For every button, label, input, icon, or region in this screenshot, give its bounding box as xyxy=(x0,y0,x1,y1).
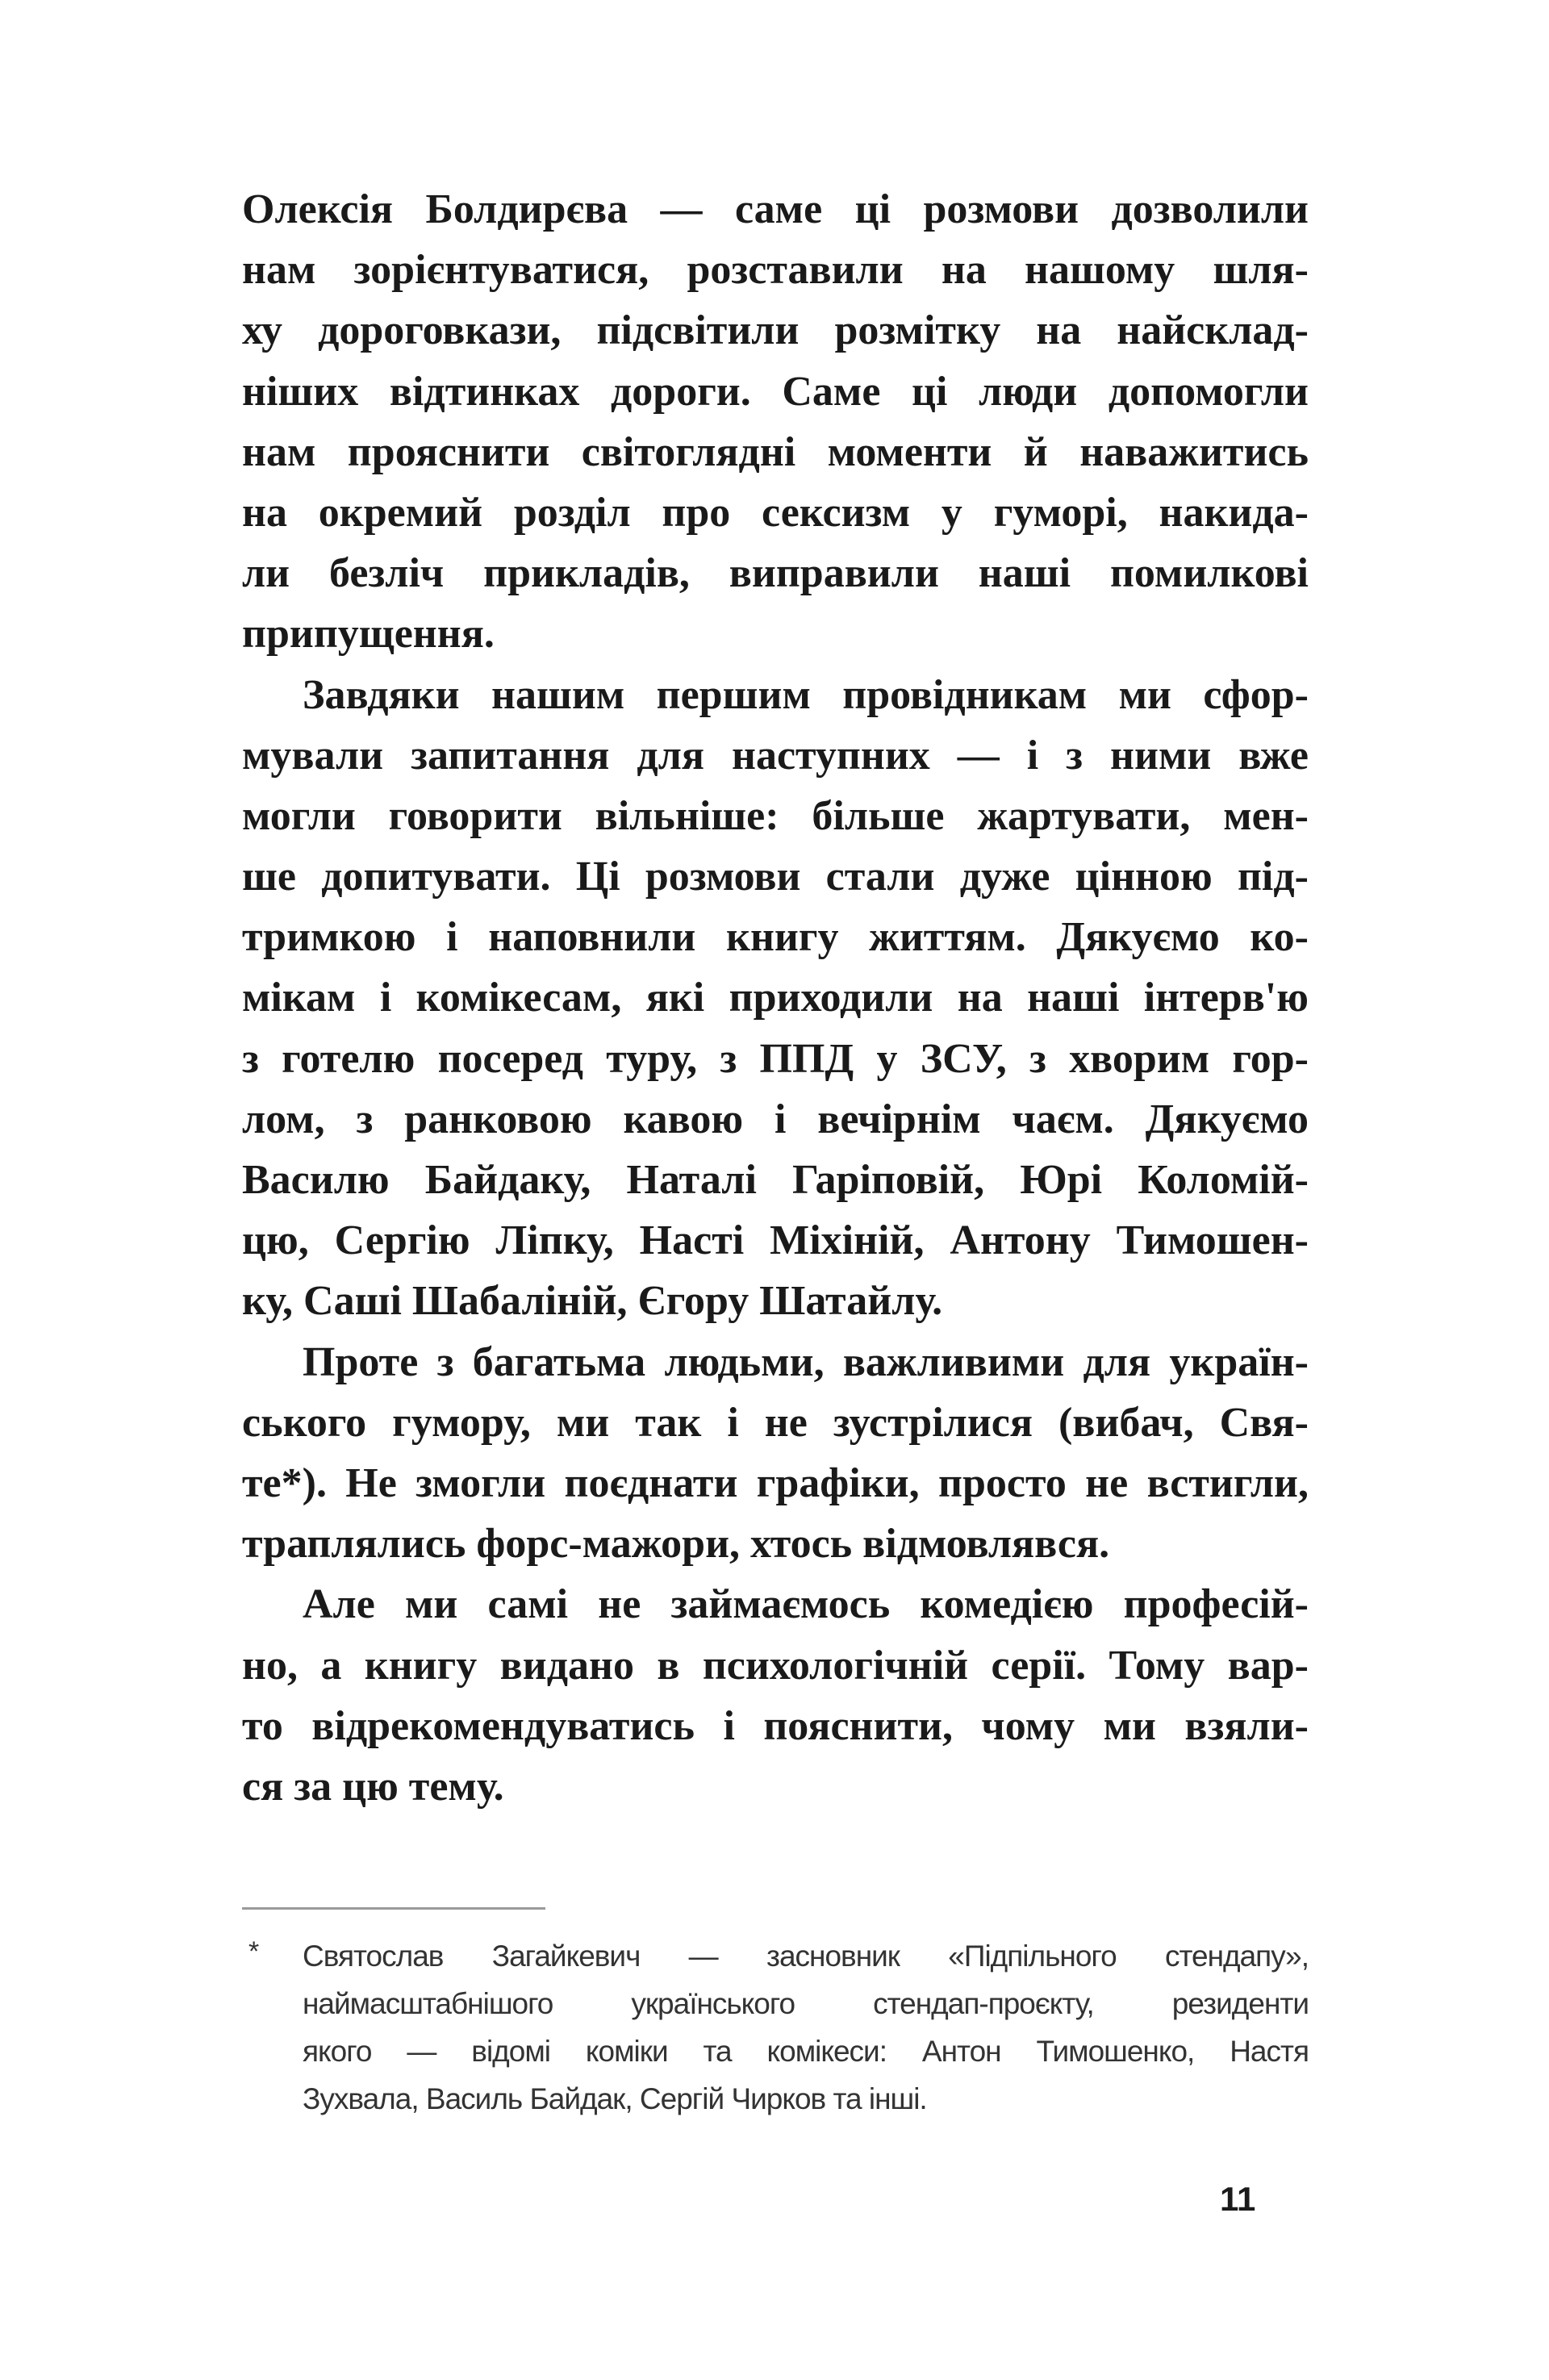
text-line: траплялись форс-мажори, хтось відмовлявся. xyxy=(242,1521,1110,1568)
text-line: то відрекомендуватись і пояснити, чому ми взяли- xyxy=(242,1702,1309,1749)
text-line: припущення. xyxy=(242,611,495,658)
text-line: Проте з багатьма людьми, важливими для україн- xyxy=(303,1338,1309,1385)
text-line: цю, Сергію Ліпку, Насті Міхіній, Антону Тимошен- xyxy=(242,1217,1309,1264)
page-number: 11 xyxy=(1220,2180,1256,2218)
text-line: Але ми самі не займаємось комедією професій- xyxy=(303,1581,1309,1628)
text-line: Василю Байдаку, Наталі Гаріповій, Юрі Коломій- xyxy=(242,1157,1309,1203)
footnote-line: Зухвала, Василь Байдак, Сергій Чирков та інші. xyxy=(303,2082,927,2115)
text-line: ку, Саші Шабаліній, Єгору Шатайлу. xyxy=(242,1278,943,1325)
text-line: нам зорієнтуватися, розставили на нашому шля- xyxy=(242,247,1309,294)
paragraph xyxy=(242,1574,1309,1817)
footnote-divider xyxy=(242,1907,545,1910)
footnote-line: наймасштабнішого українського стендап-проєкту, резиденти xyxy=(303,1987,1309,2020)
footnote xyxy=(303,1932,1309,2123)
text-line: з готелю посеред туру, з ППД у ЗСУ, з хворим гор- xyxy=(242,1035,1309,1082)
text-line: но, а книгу видано в психологічній серії. Тому вар- xyxy=(242,1642,1309,1689)
text-line: лом, з ранковою кавою і вечірнім чаєм. Дякуємо xyxy=(242,1096,1309,1142)
text-line: нам прояснити світоглядні моменти й наважитись xyxy=(242,428,1309,475)
text-line: ли безліч прикладів, виправили наші помилкові xyxy=(242,550,1309,597)
footnote-line: якого — відомі коміки та комікеси: Антон Тимошенко, Настя xyxy=(303,2035,1309,2068)
text-line: ше допитувати. Ці розмови стали дуже цінною під- xyxy=(242,854,1309,900)
body-text xyxy=(242,179,1309,1817)
text-line: мували запитання для наступних — і з ними вже xyxy=(242,732,1309,779)
text-line: тримкою і наповнили книгу життям. Дякуємо ко- xyxy=(242,914,1309,961)
text-line: на окремий розділ про сексизм у гуморі, накида- xyxy=(242,489,1309,536)
paragraph xyxy=(242,179,1309,665)
text-line: мікам і комікесам, які приходили на наші інтерв'ю xyxy=(242,975,1309,1021)
footnote-mark: * xyxy=(248,1936,260,1967)
paragraph xyxy=(242,1332,1309,1575)
footnote-line: Святослав Загайкевич — засновник «Підпільного стендапу», xyxy=(303,1939,1309,1973)
text-line: ніших відтинках дороги. Саме ці люди допомогли xyxy=(242,368,1309,415)
text-line: ся за цю тему. xyxy=(242,1763,504,1810)
paragraph xyxy=(242,665,1309,1332)
text-line: те*). Не змогли поєднати графіки, просто не встигли, xyxy=(242,1459,1309,1506)
text-line: ху дороговкази, підсвітили розмітку на найсклад- xyxy=(242,307,1309,354)
text-line: Завдяки нашим першим провідникам ми сфор- xyxy=(303,671,1309,718)
text-line: ського гумору, ми так і не зустрілися (вибач, Свя- xyxy=(242,1399,1309,1446)
text-line: Олексія Болдирєва — саме ці розмови дозволили xyxy=(242,186,1309,232)
text-line: могли говорити вільніше: більше жартувати, мен- xyxy=(242,792,1309,839)
